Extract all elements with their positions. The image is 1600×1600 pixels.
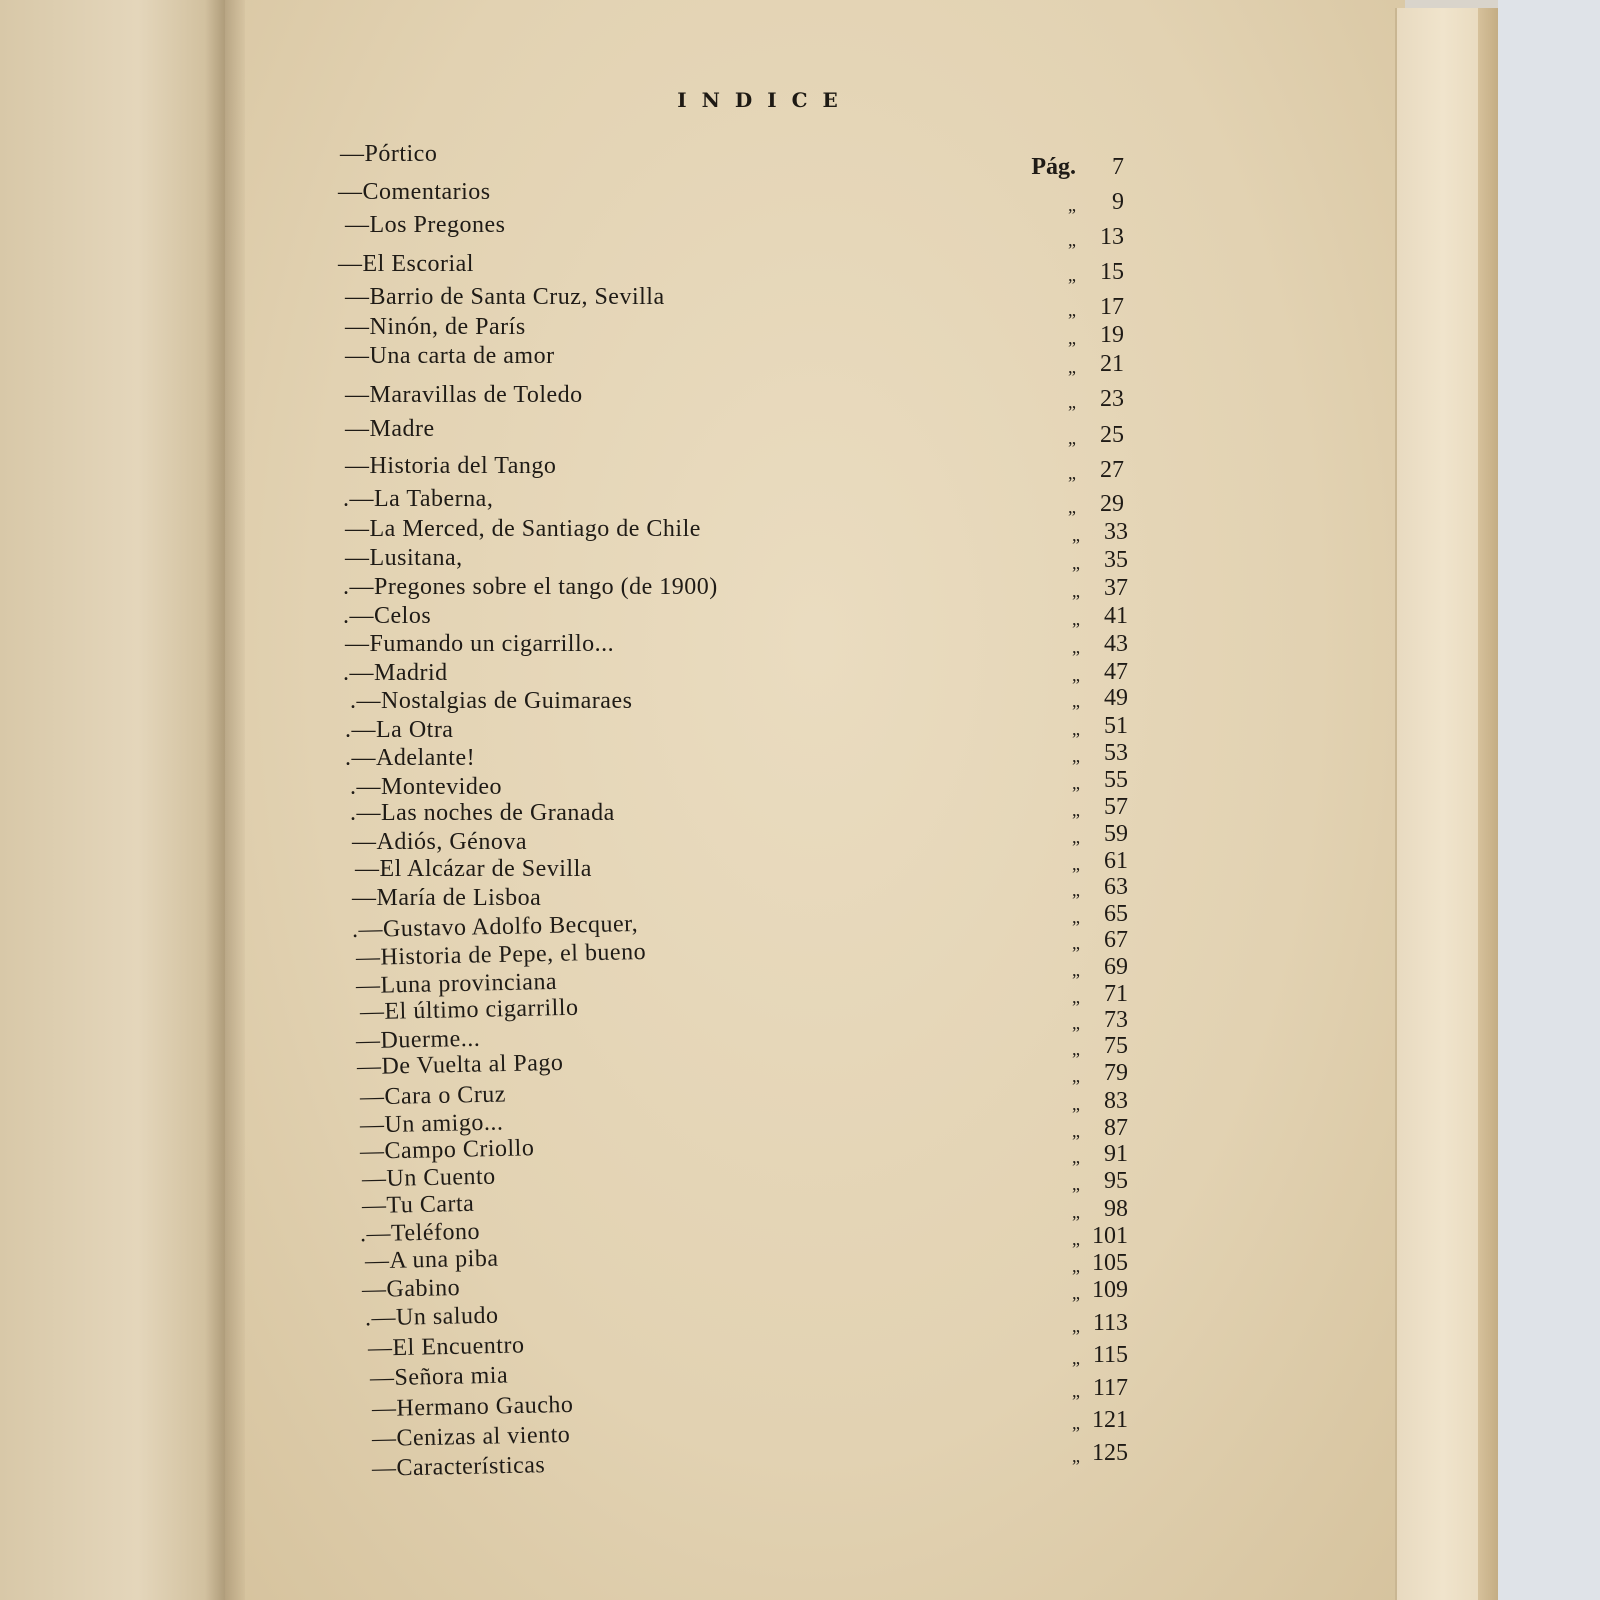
toc-entry-page — [1072, 740, 1128, 767]
toc-entry-title: .—Las noches de Granada — [350, 800, 615, 826]
toc-entry-page — [1068, 189, 1124, 216]
page-number: 67 — [1104, 927, 1128, 953]
toc-entry-page — [1072, 1115, 1128, 1142]
ditto-mark: „ — [1072, 719, 1080, 739]
page-number: 25 — [1100, 422, 1124, 448]
ditto-mark: „ — [1072, 553, 1080, 573]
page-number: 105 — [1092, 1250, 1128, 1276]
page-number: 101 — [1092, 1223, 1128, 1249]
ditto-mark: „ — [1072, 1413, 1080, 1433]
page-number: 73 — [1104, 1007, 1128, 1033]
ditto-mark: Pág. — [1031, 154, 1082, 180]
page-number: 115 — [1092, 1342, 1128, 1368]
toc-entry-page — [1072, 1060, 1128, 1087]
ditto-mark: „ — [1068, 300, 1076, 320]
ditto-mark: „ — [1068, 463, 1076, 483]
toc-entry-title: —Tu Carta — [361, 1190, 475, 1220]
page-number: 7 — [1112, 154, 1124, 180]
toc-entry-title: .—Pregones sobre el tango (de 1900) — [343, 574, 718, 600]
toc-entry-title: —Lusitana, — [345, 545, 463, 571]
ditto-mark: „ — [1068, 265, 1076, 285]
ditto-mark: „ — [1072, 880, 1080, 900]
ditto-mark: „ — [1072, 987, 1080, 1007]
toc-entry-page — [1072, 1141, 1128, 1168]
page-number: 29 — [1100, 491, 1124, 517]
ditto-mark: „ — [1072, 1202, 1080, 1222]
toc-entry-page — [1068, 351, 1124, 378]
ditto-mark: „ — [1068, 392, 1076, 412]
page-number: 71 — [1104, 981, 1128, 1007]
toc-entry-title: .—Adelante! — [345, 745, 476, 771]
ditto-mark: „ — [1072, 1094, 1080, 1114]
toc-entry-page — [1068, 422, 1124, 449]
toc-entry-page — [1068, 224, 1124, 251]
page-number: 43 — [1104, 631, 1128, 657]
page-number: 41 — [1104, 603, 1128, 629]
ditto-mark: „ — [1072, 691, 1080, 711]
toc-entry-page — [1072, 1375, 1128, 1402]
page-number: 83 — [1104, 1088, 1128, 1114]
toc-entry-title: .—La Otra — [345, 717, 454, 743]
toc-entry-page — [1072, 547, 1128, 574]
ditto-mark: „ — [1072, 1147, 1080, 1167]
page-number: 113 — [1092, 1310, 1128, 1336]
page-number: 61 — [1104, 848, 1128, 874]
toc-entry-title: .—Montevideo — [350, 774, 502, 800]
page-number: 59 — [1104, 821, 1128, 847]
toc-entry-page — [1072, 659, 1128, 686]
page-number: 79 — [1104, 1060, 1128, 1086]
ditto-mark: „ — [1068, 230, 1076, 250]
page-number: 23 — [1100, 386, 1124, 412]
page-number: 117 — [1092, 1375, 1128, 1401]
ditto-mark: „ — [1072, 525, 1080, 545]
toc-entry-page — [1072, 575, 1128, 602]
toc-entry-page — [1068, 259, 1124, 286]
page-number: 87 — [1104, 1115, 1128, 1141]
ditto-mark: „ — [1068, 428, 1076, 448]
toc-entry-title: —Historia de Pepe, el bueno — [355, 938, 647, 972]
page-number: 19 — [1100, 322, 1124, 348]
toc-entry-page — [1072, 713, 1128, 740]
toc-entry-title: —Una carta de amor — [345, 343, 555, 369]
toc-entry-title: —Madre — [345, 416, 435, 442]
toc-entry-page — [1072, 1007, 1128, 1034]
toc-entry-title: —Los Pregones — [345, 212, 506, 238]
page-number: 17 — [1100, 294, 1124, 320]
toc-entry-title: .—Celos — [343, 603, 432, 629]
ditto-mark: „ — [1072, 1066, 1080, 1086]
page-number: 91 — [1104, 1141, 1128, 1167]
ditto-mark: „ — [1072, 1446, 1080, 1466]
ditto-mark: „ — [1068, 497, 1076, 517]
toc-entry-page — [1068, 294, 1124, 321]
toc-entry-title: .—Gustavo Adolfo Becquer, — [351, 911, 639, 943]
toc-entry-page — [1072, 901, 1128, 928]
page-number: 57 — [1104, 794, 1128, 820]
toc-entry-page — [1072, 1440, 1128, 1467]
page-number: 63 — [1104, 874, 1128, 900]
toc-entry-page — [1072, 981, 1128, 1008]
toc-entry-page — [1072, 1168, 1128, 1195]
toc-entry-title: —María de Lisboa — [352, 885, 542, 911]
toc-entry-title: —Cara o Cruz — [359, 1081, 507, 1111]
ditto-mark: „ — [1072, 1381, 1080, 1401]
toc-entry-title: —Adiós, Génova — [352, 829, 527, 855]
ditto-mark: „ — [1072, 1229, 1080, 1249]
toc-entry-page — [1072, 1310, 1128, 1337]
toc-entry-page — [1031, 154, 1124, 181]
ditto-mark: „ — [1072, 933, 1080, 953]
toc-entry-title: —Pórtico — [340, 141, 438, 167]
toc-entry-page — [1068, 457, 1124, 484]
toc-entry-title: —Comentarios — [338, 179, 491, 205]
toc-entry-title: —El último cigarrillo — [359, 994, 579, 1026]
toc-entry-page — [1072, 1033, 1128, 1060]
page-number: 125 — [1092, 1440, 1128, 1466]
toc-entry-title: —Señora mia — [369, 1362, 509, 1392]
ditto-mark: „ — [1072, 746, 1080, 766]
page-number: 69 — [1104, 954, 1128, 980]
page-number: 53 — [1104, 740, 1128, 766]
toc-entry-title: —Barrio de Santa Cruz, Sevilla — [345, 284, 665, 310]
toc-entry-page — [1072, 1223, 1128, 1250]
toc-entry-page — [1072, 1407, 1128, 1434]
ditto-mark: „ — [1072, 907, 1080, 927]
ditto-mark: „ — [1072, 854, 1080, 874]
ditto-mark: „ — [1068, 357, 1076, 377]
toc-entry-title: —Gabino — [361, 1274, 461, 1304]
ditto-mark: „ — [1072, 1121, 1080, 1141]
toc-entry-page — [1072, 1088, 1128, 1115]
page-number: 47 — [1104, 659, 1128, 685]
ditto-mark: „ — [1072, 581, 1080, 601]
toc-entry-page — [1072, 821, 1128, 848]
ditto-mark: „ — [1072, 1039, 1080, 1059]
page-number: 51 — [1104, 713, 1128, 739]
toc-entry-page — [1068, 322, 1124, 349]
toc-entry-title: —Un amigo... — [359, 1109, 504, 1139]
page-number: 33 — [1104, 519, 1128, 545]
toc-entry-page — [1072, 519, 1128, 546]
ditto-mark: „ — [1072, 1283, 1080, 1303]
ditto-mark: „ — [1072, 1174, 1080, 1194]
page-number: 37 — [1104, 575, 1128, 601]
page-number: 121 — [1092, 1407, 1128, 1433]
ditto-mark: „ — [1072, 827, 1080, 847]
ditto-mark: „ — [1068, 328, 1076, 348]
toc-entry-page — [1072, 874, 1128, 901]
ditto-mark: „ — [1072, 773, 1080, 793]
toc-entry-title: .—La Taberna, — [343, 486, 494, 512]
toc-entry-title: —Fumando un cigarrillo... — [345, 631, 615, 657]
ditto-mark: „ — [1072, 1256, 1080, 1276]
toc-entry-title: .—Un saludo — [364, 1302, 499, 1332]
page-number: 98 — [1104, 1196, 1128, 1222]
toc-entry-title: —El Escorial — [338, 251, 474, 277]
toc-entry-page — [1072, 603, 1128, 630]
toc-entry-title: —Un Cuento — [361, 1163, 496, 1193]
toc-entry-title: —La Merced, de Santiago de Chile — [345, 516, 701, 542]
ditto-mark: „ — [1072, 665, 1080, 685]
toc-entry-title: —El Alcázar de Sevilla — [355, 856, 592, 882]
index-heading: INDICE — [677, 88, 853, 112]
toc-entry-title: —El Encuentro — [367, 1332, 525, 1362]
toc-entry-page — [1072, 1277, 1128, 1304]
page-number: 35 — [1104, 547, 1128, 573]
toc-entry-title: —Historia del Tango — [345, 453, 557, 479]
ditto-mark: „ — [1072, 1316, 1080, 1336]
toc-entry-page — [1072, 767, 1128, 794]
page-number: 95 — [1104, 1168, 1128, 1194]
toc-entry-page — [1068, 386, 1124, 413]
page-number: 27 — [1100, 457, 1124, 483]
toc-entry-title: —Características — [371, 1452, 546, 1482]
toc-entry-title: —A una piba — [364, 1245, 499, 1275]
toc-entry-title: .—Teléfono — [359, 1218, 481, 1248]
toc-entry-page — [1068, 491, 1124, 518]
page-number: 49 — [1104, 685, 1128, 711]
toc-entry-title: —De Vuelta al Pago — [356, 1049, 564, 1081]
page-number: 15 — [1100, 259, 1124, 285]
toc-entry-title: —Luna provinciana — [355, 968, 558, 1000]
ditto-mark: „ — [1072, 1348, 1080, 1368]
toc-entry-page — [1072, 631, 1128, 658]
toc-entry-page — [1072, 954, 1128, 981]
toc-entry-title: .—Nostalgias de Guimaraes — [350, 688, 633, 714]
toc-entry-title: —Maravillas de Toledo — [345, 382, 583, 408]
ditto-mark: „ — [1072, 800, 1080, 820]
ditto-mark: „ — [1072, 960, 1080, 980]
page-number: 9 — [1112, 189, 1124, 215]
page-number: 13 — [1100, 224, 1124, 250]
page-number: 21 — [1100, 351, 1124, 377]
toc-entry-page — [1072, 1196, 1128, 1223]
toc-entry-page — [1072, 685, 1128, 712]
toc-entry-page — [1072, 1250, 1128, 1277]
toc-entry-title: —Hermano Gaucho — [371, 1391, 574, 1423]
toc-entry-page — [1072, 794, 1128, 821]
toc-entry-title: —Duerme... — [355, 1025, 481, 1055]
ditto-mark: „ — [1068, 195, 1076, 215]
page-number: 109 — [1092, 1277, 1128, 1303]
toc-entry-page — [1072, 848, 1128, 875]
toc-entry-title: .—Madrid — [343, 660, 448, 686]
ditto-mark: „ — [1072, 1013, 1080, 1033]
page-number: 55 — [1104, 767, 1128, 793]
ditto-mark: „ — [1072, 637, 1080, 657]
toc-entry-page — [1072, 927, 1128, 954]
page-number: 65 — [1104, 901, 1128, 927]
page-number: 75 — [1104, 1033, 1128, 1059]
toc-entry-title: —Cenizas al viento — [371, 1421, 571, 1453]
ditto-mark: „ — [1072, 609, 1080, 629]
toc-entry-title: —Campo Criollo — [359, 1135, 535, 1165]
toc-entry-page — [1072, 1342, 1128, 1369]
toc-entry-title: —Ninón, de París — [345, 314, 526, 340]
